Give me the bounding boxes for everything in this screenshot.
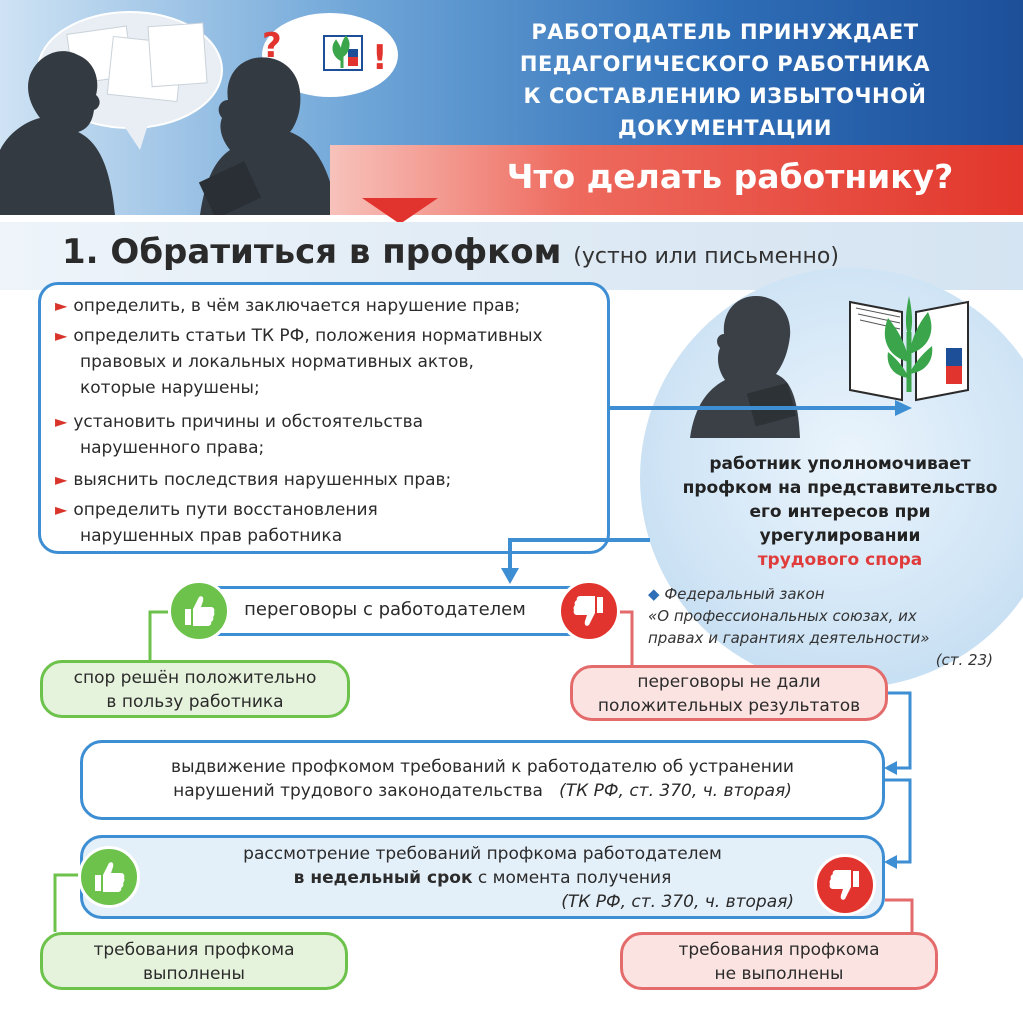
step-title-main: 1. Обратиться в профком bbox=[62, 232, 562, 272]
exclamation-mark: ! bbox=[372, 38, 388, 78]
header-title-line: РАБОТОДАТЕЛЬ ПРИНУЖДАЕТ bbox=[531, 20, 919, 44]
header-title bbox=[440, 16, 1010, 144]
negative-outcome-box: переговоры не дали положительных результатов bbox=[570, 665, 888, 721]
consideration-box: рассмотрение требований профкома работодателем в недельный срок с момента получения (ТК РФ, ст. 370, ч. вторая) bbox=[80, 835, 885, 919]
question-heading: Что делать работнику? bbox=[506, 157, 954, 196]
header-title-line: К СОСТАВЛЕНИЮ ИЗБЫТОЧНОЙ ДОКУМЕНТАЦИИ bbox=[523, 84, 927, 140]
law-reference: ◆ Федеральный закон «О профессиональных союзах, их правах и гарантиях деятельности» (ст. 23) bbox=[648, 585, 993, 669]
union-logo-icon bbox=[322, 30, 364, 74]
checklist-item: ► установить причины и обстоятельства нарушенного права; bbox=[55, 412, 424, 458]
thumbs-down-icon bbox=[814, 854, 876, 916]
checklist-box bbox=[38, 282, 610, 554]
checklist-item: ► определить статьи ТК РФ, положения нормативных правовых и локальных нормативных актов, которые нарушены; bbox=[55, 326, 543, 398]
worker-silhouette bbox=[680, 278, 800, 438]
union-logo-icon bbox=[842, 282, 977, 407]
step-subtitle: (устно или письменно) bbox=[573, 244, 839, 269]
bullet-arrow-icon: ► bbox=[55, 412, 68, 431]
book-icon: ◆ bbox=[648, 585, 660, 603]
step-title bbox=[62, 232, 839, 272]
bullet-arrow-icon: ► bbox=[55, 326, 68, 345]
authorization-text: работник уполномочивает профком на представительство его интересов при урегулировании трудового спора bbox=[666, 452, 1014, 572]
bullet-arrow-icon: ► bbox=[55, 500, 68, 519]
bullet-arrow-icon: ► bbox=[55, 470, 68, 489]
header-title-line: ПЕДАГОГИЧЕСКОГО РАБОТНИКА bbox=[519, 52, 931, 76]
checklist-item: ► определить пути восстановления нарушенных прав работника bbox=[55, 500, 378, 546]
positive-outcome-box: спор решён положительно в пользу работника bbox=[40, 660, 350, 718]
question-mark: ? bbox=[262, 26, 282, 66]
bullet-arrow-icon: ► bbox=[55, 296, 68, 315]
highlight-text: трудового спора bbox=[757, 550, 923, 570]
checklist-item: ► выяснить последствия нарушенных прав; bbox=[55, 470, 452, 490]
fulfilled-box: требования профкома выполнены bbox=[40, 932, 348, 990]
demand-box: выдвижение профкомом требований к работодателю об устранении нарушений трудового законодательства (ТК РФ, ст. 370, ч. вторая) bbox=[80, 740, 885, 820]
down-arrow-icon bbox=[362, 198, 438, 224]
negotiations-box: переговоры с работодателем bbox=[175, 586, 595, 636]
checklist-item: ► определить, в чём заключается нарушение прав; bbox=[55, 296, 521, 316]
thumbs-up-icon bbox=[78, 846, 140, 908]
thumbs-down-icon bbox=[558, 580, 620, 642]
not-fulfilled-box: требования профкома не выполнены bbox=[620, 932, 938, 990]
thumbs-up-icon bbox=[168, 580, 230, 642]
